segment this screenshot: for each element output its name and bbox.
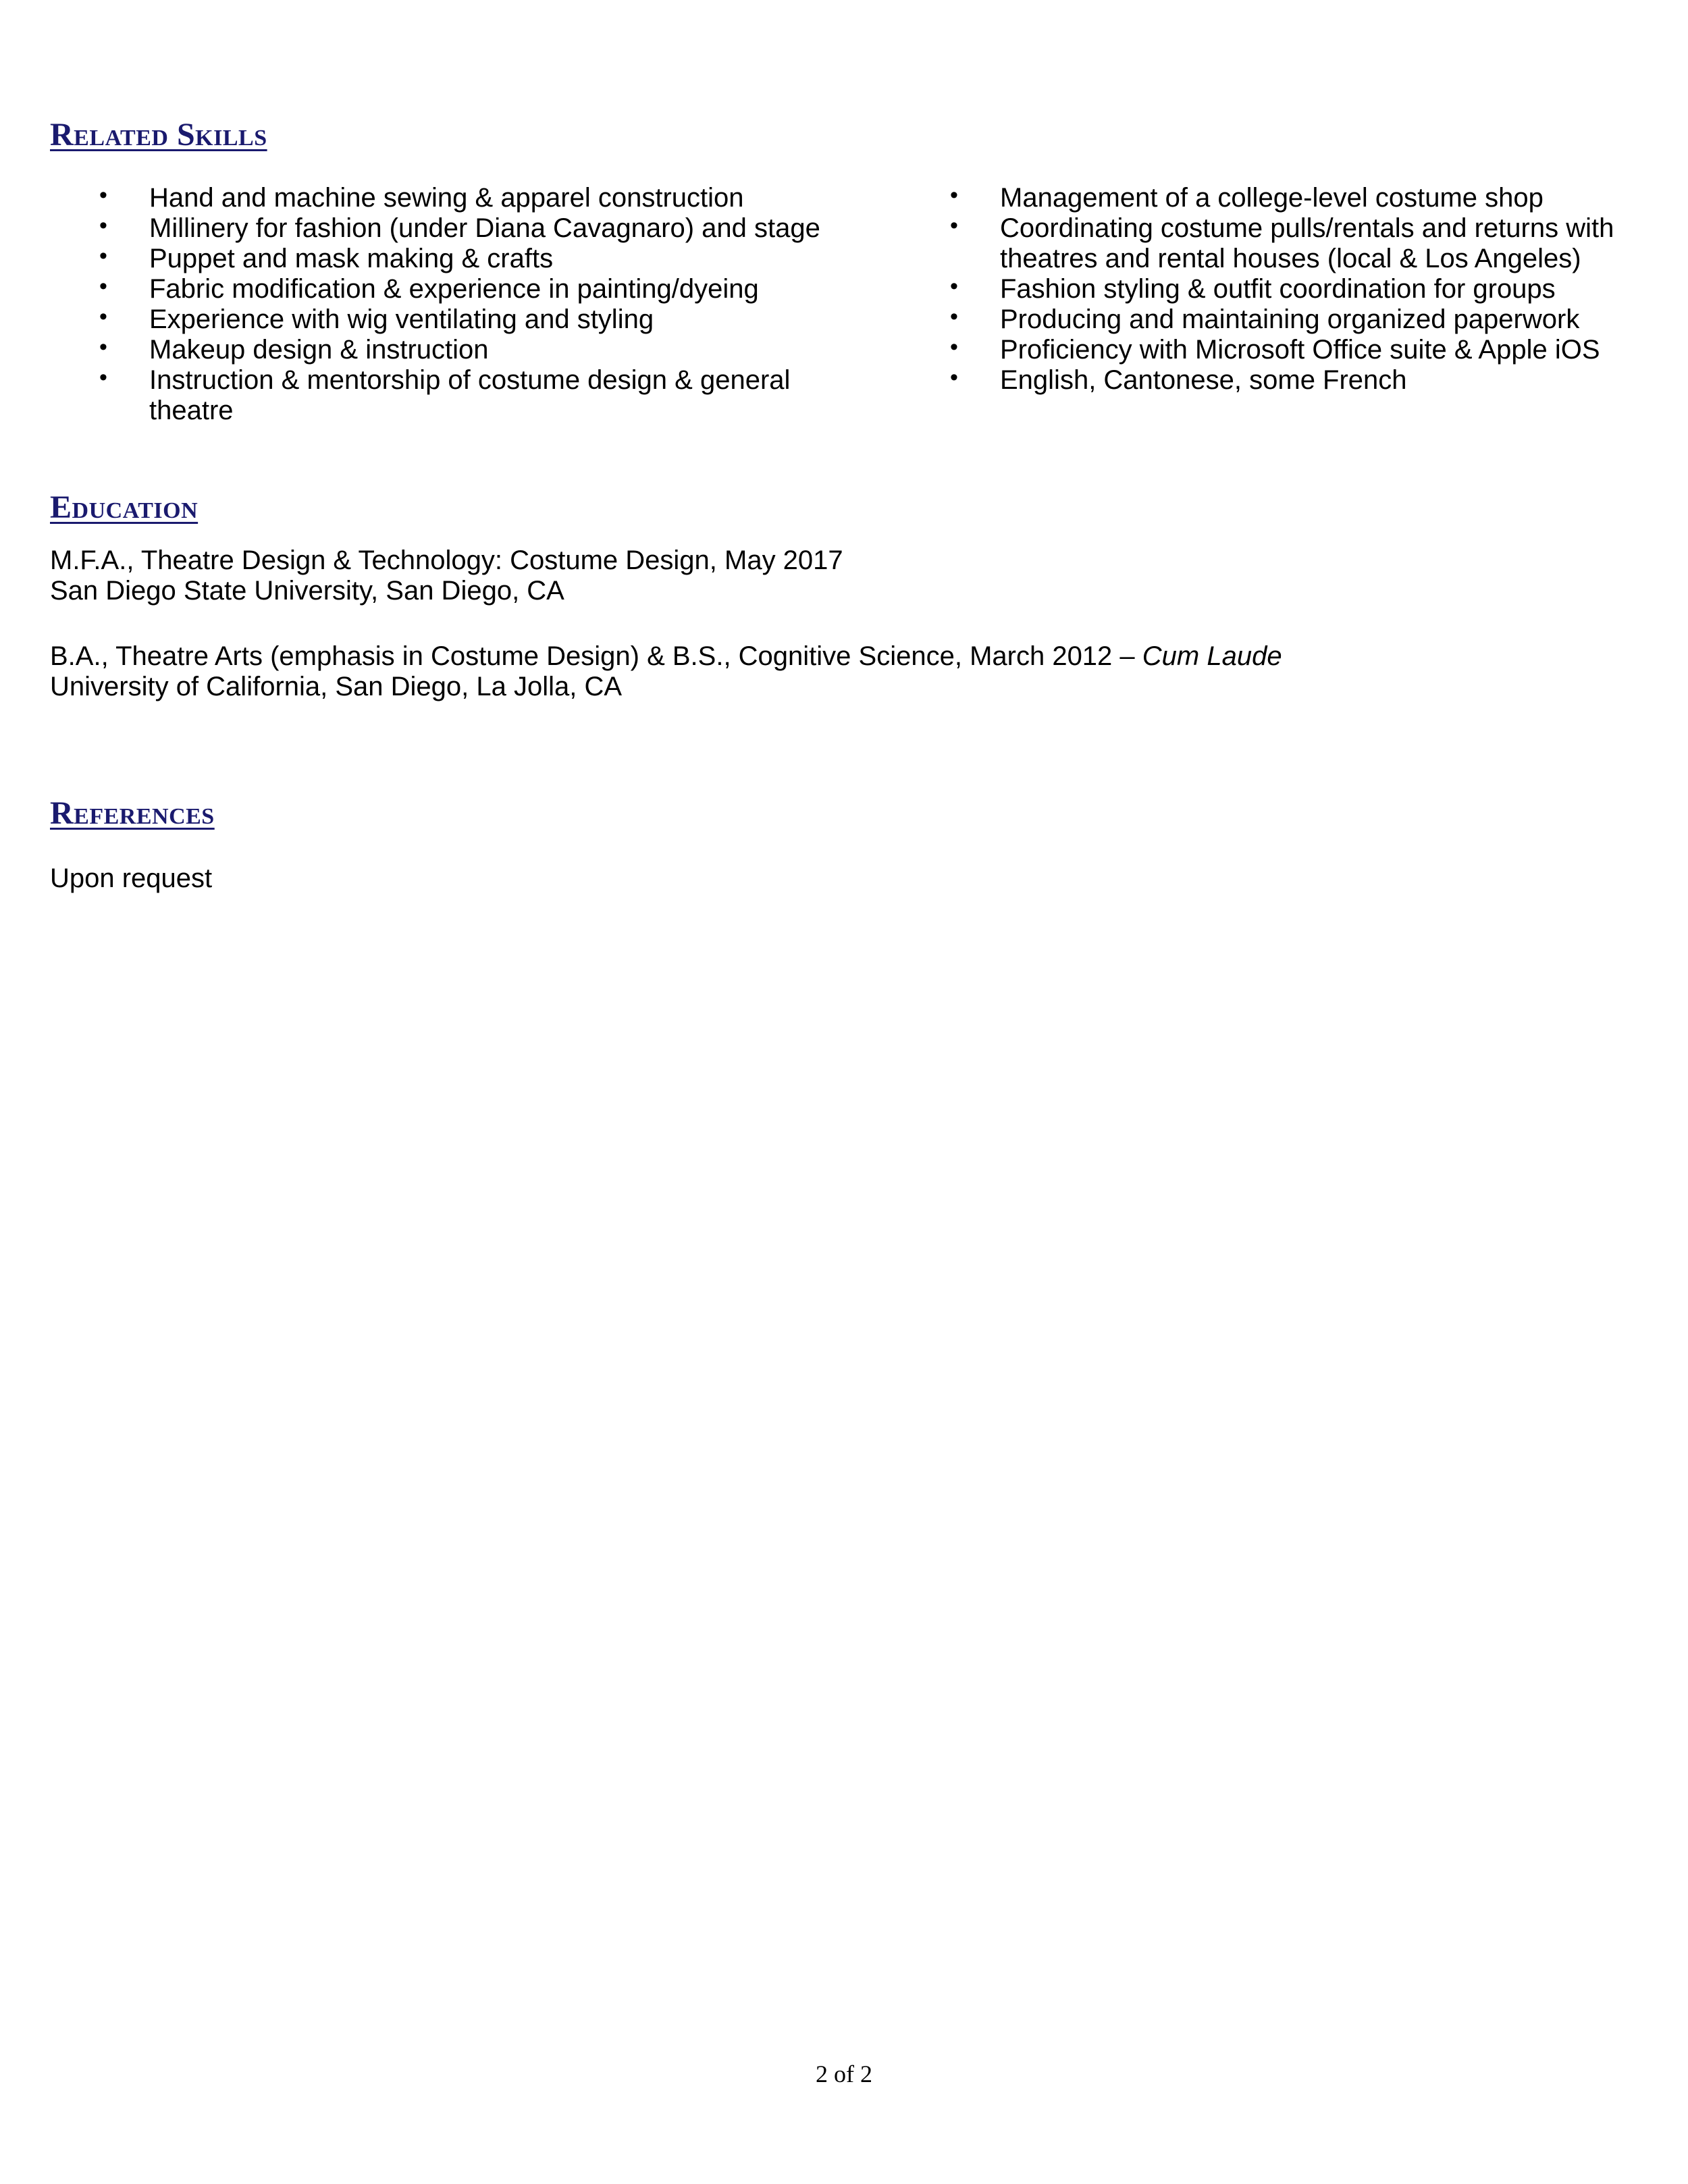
- bullet-icon: •: [99, 334, 107, 360]
- ba-honor: Cum Laude: [1142, 641, 1282, 671]
- skill-text: Coordinating costume pulls/rentals and returns with theatres and rental houses (local & Los Angeles): [1000, 213, 1614, 273]
- skill-item: [900, 304, 1663, 335]
- bullet-icon: •: [950, 273, 958, 299]
- bullet-icon: •: [950, 213, 958, 238]
- skill-item: [49, 335, 846, 365]
- skill-text: Fabric modification & experience in painting/dyeing: [149, 274, 759, 304]
- bullet-icon: •: [950, 365, 958, 390]
- references-text: Upon request: [50, 863, 213, 893]
- skill-item: [49, 274, 846, 304]
- bullet-icon: •: [99, 182, 107, 208]
- skill-text: Millinery for fashion (under Diana Cavagnaro) and stage: [149, 213, 820, 243]
- ba-school: University of California, San Diego, La Jolla, CA: [50, 672, 623, 701]
- references-heading: References: [50, 795, 215, 831]
- ba-degree: B.A., Theatre Arts (emphasis in Costume Design) & B.S., Cognitive Science, March 2012 –: [50, 641, 1142, 671]
- skills-list-left: [49, 183, 846, 426]
- bullet-icon: •: [99, 213, 107, 238]
- skill-text: Makeup design & instruction: [149, 335, 489, 365]
- skill-item: [49, 304, 846, 335]
- skills-list-right: [900, 183, 1663, 396]
- skill-item: [49, 183, 846, 213]
- skill-text: English, Cantonese, some French: [1000, 365, 1407, 395]
- skill-text: Fashion styling & outfit coordination for groups: [1000, 274, 1556, 304]
- skill-text: Management of a college-level costume shop: [1000, 183, 1544, 213]
- skill-text: Proficiency with Microsoft Office suite & Apple iOS: [1000, 335, 1600, 365]
- mfa-degree: M.F.A., Theatre Design & Technology: Costume Design, May 2017: [50, 545, 843, 575]
- skill-item: [49, 365, 846, 426]
- education-heading: Education: [50, 489, 199, 525]
- bullet-icon: •: [99, 273, 107, 299]
- skill-item: [900, 213, 1663, 274]
- skill-text: Producing and maintaining organized paperwork: [1000, 304, 1580, 334]
- bullet-icon: •: [99, 365, 107, 390]
- page-number: 2 of 2: [816, 2060, 872, 2087]
- skill-text: Experience with wig ventilating and styling: [149, 304, 654, 334]
- skill-item: [900, 365, 1663, 396]
- skill-text: Hand and machine sewing & apparel construction: [149, 183, 744, 213]
- skill-item: [900, 183, 1663, 213]
- mfa-school: San Diego State University, San Diego, CA: [50, 576, 564, 606]
- related-skills-heading: Related Skills: [50, 117, 267, 153]
- skill-item: [49, 213, 846, 244]
- skill-item: [900, 274, 1663, 304]
- skill-text: Instruction & mentorship of costume design & general theatre: [149, 365, 791, 425]
- skill-item: [49, 244, 846, 274]
- bullet-icon: •: [950, 182, 958, 208]
- skill-item: [900, 335, 1663, 365]
- bullet-icon: •: [950, 334, 958, 360]
- ba-degree-line: [50, 641, 1282, 672]
- skill-text: Puppet and mask making & crafts: [149, 244, 554, 273]
- bullet-icon: •: [99, 304, 107, 329]
- bullet-icon: •: [950, 304, 958, 329]
- bullet-icon: •: [99, 243, 107, 269]
